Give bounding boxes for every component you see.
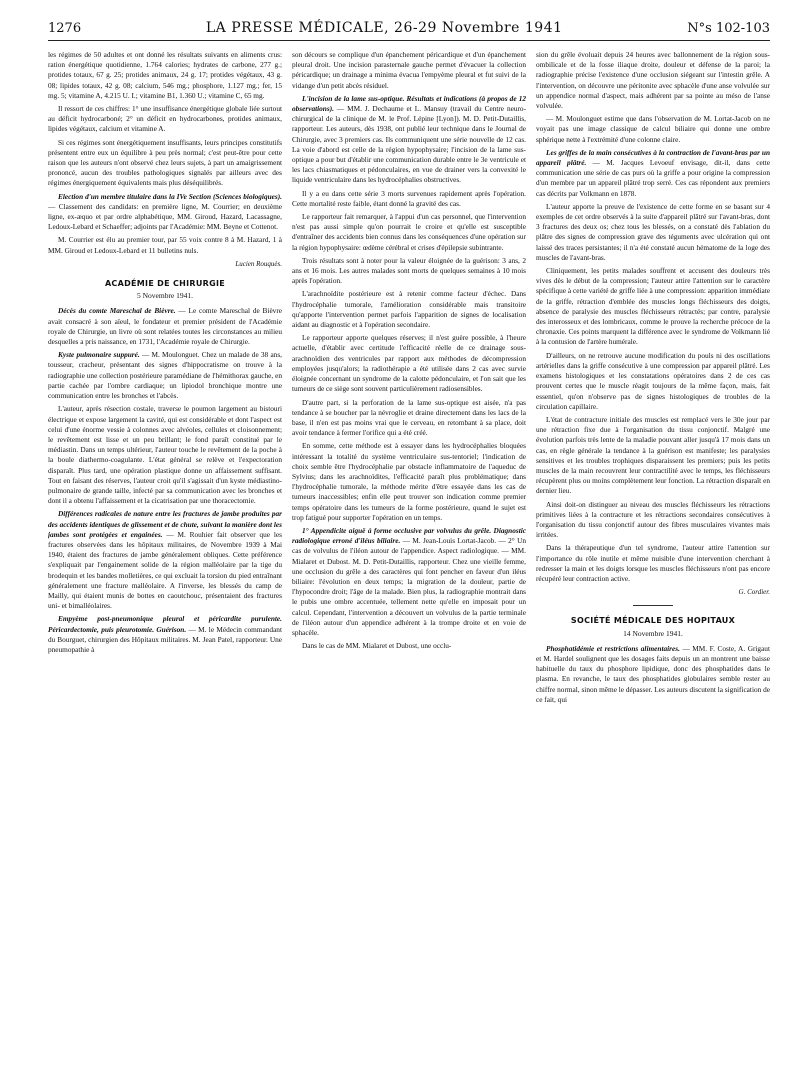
paragraph-text: — M. Jacques Levoeuf envisage, dit-il, dans cette communication une série de cas purs où la griffe a pour origine la compression d'un membre par un appareil plâtré trop serré. Ces cas répondent aux premiers cas décrits par Volkmann en 1878. <box>536 158 770 198</box>
session-date: 14 Novembre 1941. <box>623 628 683 638</box>
article-paragraph <box>292 256 526 287</box>
article-paragraph <box>536 50 770 111</box>
article-paragraph <box>48 614 282 655</box>
article-paragraph <box>292 50 526 91</box>
paragraph-text: Si ces régimes sont énergétiquement insuffisants, leurs principes constitutifs présentent entre eux un équilibre à peu près normal; c'est peut-être pour cette raison que les auteurs n'ont observé chez leurs sujets, à part un amaigrissement prononcé, aucun des troubles pathologiques signalés par ailleurs avec des régimes énergiquement équivalents mais plus déséquilibrés. <box>48 137 282 188</box>
issue-number: N°s 102-103 <box>687 21 770 36</box>
article-paragraph <box>536 500 770 541</box>
paragraph-text: — Classement des candidats: en première ligne, M. Courrier; en deuxième ligne, ex-æquo et par ordre alphabétique, MM. Giroud, Hazard, Lacassagne, Ledoux-Lebard et Schaeffer; adjoints par l'Académie: MM. Beyne et Cottenot. <box>48 201 282 232</box>
article-paragraph <box>48 192 282 233</box>
paragraph-text: Cliniquement, les petits malades souffrent et accusent des douleurs très vives dès le début de la compression; l'auteur attire l'attention sur le caractère spécifique à cette variété de griffe liée à une compression: apparition immédiate de la griffe, rétraction d'emblée des muscles longs fléchisseurs des doigts, absence de paralysie des muscles fléchisseurs rétractés; par contre, paralysie des interosseux et des lombricaux, comme le prouve la recherche précoce de la chronaxie. Ces points marquent la différence avec le syndrome de Volkmann lié à la contusion de l'artère humérale. <box>536 266 770 347</box>
article-paragraph <box>536 415 770 497</box>
article-paragraph <box>292 212 526 253</box>
paragraph-text: L'état de contracture initiale des muscles est remplacé vers le 30e jour par une rétraction fixe due à l'organisation du tissu conjonctif. Malgré une évolution parfois très lente de la maladie pouvant aller jusqu'à 17 mois dans un cas, en règle générale la tendance à la guérison est manifeste; les paralysies sensitives et les troubles trophiques disparaissent les premiers; puis les petits muscles de la main recouvrent leur contractilité avec le temps, les fléchisseurs récupèrent plus ou moins complètement leur fonction. La rétraction disparaît en dernier lieu. <box>536 414 770 496</box>
article-paragraph <box>48 104 282 135</box>
article-heading: Election d'un membre titulaire dans la IVe Section (Sciences biologiques). <box>58 191 282 201</box>
article-paragraph <box>536 543 770 584</box>
author-signature: Lucien Rouquès. <box>235 259 282 268</box>
paragraph-text: les régimes de 50 adultes et ont donné les résultats suivants en aliments crus: ration énergétique quotidienne, 1.764 calories; hydrates de carbone, 277 g.; protides totaux, 67 g. 25; protides animaux, 24 g. 17; protides végétaux, 43 g. 08; lipides totaux, 42 g. 08; calcium, 546 mg.; phosphore, 1.127 mg.; fer, 15 mg. 5; vitamine A, 4.215 U. I.; vitamine B1, 1.360 U.; vitamine C, 65 mg. <box>48 50 282 100</box>
paragraph-text: L'auteur, après résection costale, traverse le poumon largement au bistouri électrique et expose largement la cavité, qui est considérable et dont l'aspect est celui d'une énorme vessie à colonnes avec alvéoles, cellules et cloisonnement; le revêtement est lisse et un peu brillant; le fond paraît constitué par le médiastin. Dans un temps ultérieur, l'auteur touche le revêtement de la poche à la boule diathermo-coagulante. L'état général se relève et l'expectoration disparaît. Plus tard, une opération plastique donne un affaissement suffisant. Tout en faisant des réserves, l'auteur croit qu'il s'agissait d'un kyste médiastino-pulmonaire de grande taille, infecté par sa communication avec les bronches et dont il a obtenu l'affaissement et la cicatrisation par une thoracectomie. <box>48 404 282 506</box>
column-middle <box>292 50 526 1066</box>
article-paragraph <box>292 441 526 523</box>
article-paragraph <box>48 50 282 101</box>
paragraph-text: — MM. F. Coste, A. Grigaut et M. Hardel soulignent que les dosages faits depuis un an montrent une baisse habituelle du taux du phosphore lipidique, donc des phosphatides dans le plasma. En revanche, le taux des phosphatides globulaires semble rester au chiffre normal, sinon même le dépasser. Les auteurs discutent la signification de ce fait, qui <box>536 643 770 704</box>
article-paragraph <box>48 306 282 347</box>
paragraph-text: — Le comte Mareschal de Bièvre avait consacré à son aïeul, le fondateur et premier président de l'Académie royale de Chirurgie, un livre où sont relatées toutes les circonstances au milieu desquelles a pris naissance, en 1731, l'Académie royale de Chirurgie. <box>48 306 282 347</box>
article-heading: Empyème post-pneumonique pleural et péricardite purulente. Péricardectomie, puis pleurotomie. Guérison. <box>48 614 282 634</box>
article-paragraph <box>536 351 770 412</box>
article-paragraph <box>536 148 770 199</box>
section-heading: ACADÉMIE DE CHIRURGIE <box>104 279 226 289</box>
article-paragraph <box>292 94 526 186</box>
page-header <box>48 14 770 41</box>
paragraph-text: M. Courrier est élu au premier tour, par 55 voix contre 8 à M. Hazard, 1 à MM. Giroud et Ledoux-Lebard et 11 bulletins nuls. <box>48 235 282 255</box>
article-paragraph <box>48 350 282 401</box>
article-heading: Décès du comte Mareschal de Bièvre. <box>58 306 176 316</box>
article-heading: Phosphatidémie et restrictions alimentaires. <box>546 643 680 653</box>
paragraph-text: son décours se complique d'un épanchement péricardique et d'un épanchement pleural droit. Une incision parasternale gauche permet d'évacuer la collection péricardique; un drainage a minima évacua l'empyème pleural et fut suivi de la vidange d'un petit abcès résiduel. <box>292 50 526 90</box>
column-left <box>48 50 282 1066</box>
section-heading: SOCIÉTÉ MÉDICALE DES HOPITAUX <box>570 616 736 626</box>
article-heading: Les griffes de la main consécutives à la contraction de l'avant-bras par un appareil plâtré. <box>536 147 770 168</box>
paragraph-text: Il ressort de ces chiffres: 1° une insuffisance énergétique globale liée surtout au déficit hydrocarboné; 2° un déficit en hydrocarbones, protides animaux, lipides végétaux, calcium et vitamine A. <box>48 104 282 134</box>
paragraph-text: — M. le Médecin commandant du Bourguet, chirurgien des Hôpitaux militaires. M. Jean Patel, rapporteur. Une pneumopathie à <box>48 624 282 654</box>
paragraph-text: Trois résultats sont à noter pour la valeur éloignée de la guérison: 3 ans, 2 ans et 16 mois. Les autres malades sont morts de quelques semaines à 10 mois après l'opération. <box>292 255 526 286</box>
article-heading: 1° Appendicite aiguë à forme occlusive par volvulus du grêle. Diagnostic radiologique erroné d'iléus biliaire. <box>292 525 526 546</box>
paragraph-text: — M. Jean-Louis Lortat-Jacob. — 2° Un cas de volvulus de l'iléon autour de l'appendice. Aspect radiologique. — MM. Mialaret et Dubost. M. D. Petit-Dutaillis, rapporteur. Chez une vieille femme, une occlusion du grêle a des caractères qui font pencher en faveur d'un iléus biliaire: l'évolution en deux temps; la migration de la douleur, partie de l'hypocondre droit; l'âge de la malade. Bien plus, la radiographie montrait dans le pubis une ombre accentuée, tellement nette qu'elle en imposait pour un calcul. Cependant, l'intervention a découvert un volvulus de la partie terminale de l'iléon autour d'un appendice adhérent à la trompe droite et en voie de sphacèle. <box>292 536 526 637</box>
paragraph-text: Ainsi doit-on distinguer au niveau des muscles fléchisseurs les rétractions primitives liées à la contracture et les rétractions secondaires consécutives à l'organisation du tissu conjonctif autour des fibres musculaires vivantes mais irritées. <box>536 499 770 540</box>
article-paragraph <box>292 189 526 209</box>
paragraph-text: — M. Moulonguet. Chez un malade de 38 ans, tousseur, cracheur, présentant des signes d'hippocratisme on trouve à la radiographie une collection postérieure paramédiane de l'hémithorax gauche, en partie cachée par l'ombre cardiaque; un lipiodol bronchique montre une communication entre les bronches et l'abcès. <box>48 350 282 401</box>
article-paragraph <box>48 509 282 611</box>
article-paragraph <box>48 235 282 255</box>
paragraph-text: D'ailleurs, on ne retrouve aucune modification du pouls ni des oscillations artérielles dans la griffe consécutive à une compression par appareil plâtré. Les examens histologiques et les constatations opératoires dans 2 de ces cas prouvent certes que le muscle réagit toujours de la même façon, mais, fait essentiel, qu'on n'observe pas de signes histologiques de troubles de la circulation capillaire. <box>536 350 770 411</box>
paragraph-text: — M. Moulonguet estime que dans l'observation de M. Lortat-Jacob on ne voyait pas une image classique de calcul biliaire qui donne une ombre sphérique nette à l'extrémité d'une colonne claire. <box>536 114 770 144</box>
article-paragraph <box>292 526 526 638</box>
paragraph-text: Il y a eu dans cette série 3 morts survenues rapidement après l'opération. Cette mortalité reste faible, étant donné la gravité des cas. <box>292 188 526 208</box>
article-paragraph <box>292 289 526 330</box>
paragraph-text: — MM. J. Dechaume et L. Mansuy (travail du Centre neuro-chirurgical de la clinique de M. le Prof. Lépine [Lyon]). M. D. Petit-Dutaillis, rapporteur. Les auteurs, dès 1938, ont publié leur technique dans le Journal de Chirurgie, avec 3 premiers cas. Ils communiquent une série nouvelle de 12 cas. La voie d'abord est celle de la région hypophysaire; l'incision de la lame sus-optique a pour but d'établir une communication durable entre le 3e ventricule et les lacs chiasmatiques et pédonculaires, en vue de drainer vers la convexité le liquide ventriculaire dans les hydrocéphalies obstructives. <box>292 104 526 185</box>
article-paragraph <box>48 138 282 189</box>
article-paragraph <box>292 398 526 439</box>
author-signature: G. Cordier. <box>738 588 770 597</box>
article-paragraph <box>536 202 770 263</box>
article-heading: Kyste pulmonaire suppuré. <box>58 350 140 360</box>
article-paragraph <box>292 333 526 394</box>
paragraph-text: L'auteur apporte la preuve de l'existence de cette forme en se basant sur 4 exemples de cet ordre observés à la suite d'appareil plâtré sur l'avant-bras, dont 3 fractures des deux os; chez tous les blessés, on a constaté dès l'ablation du plâtre des signes de compression grave des téguments avec ulcération qui ont laissé des traces persistantes; il n'a été constaté aucun hématome de la loge des muscles de l'avant-bras. <box>536 201 770 262</box>
paragraph-text: En somme, cette méthode est à essayer dans les hydrocéphalies bloquées intéressant la totalité du système ventriculaire sus-tentoriel; l'indication de choix semble être l'hydrocéphalie par obstacle inflammatoire de l'aqueduc de Sylvius; dans les arachnoïdites, l'efficacité paraît plus problématique; dans l'hydrocéphalie tumorale, la méthode mérite d'être essayée dans les cas de tumeurs inaccessibles; enfin elle peut trouver son indication comme premier temps opératoire dans les tumeurs de la forme postérieure, quand le sujet est trop fatigué pour supporter l'opération en un temps. <box>292 441 526 522</box>
paragraph-text: Le rapporteur fait remarquer, à l'appui d'un cas personnel, que l'intervention n'est pas aussi simple qu'on pourrait le croire et qu'elle est susceptible d'entraîner des accidents bien connus dans les conséquences d'une opération sur la région hypophysaire: œdème cérébral et crises d'épilepsie subintrante. <box>292 212 526 252</box>
article-heading: L'incision de la lame sus-optique. Résultats et indications (à propos de 12 observations). <box>292 93 526 114</box>
article-paragraph <box>536 266 770 348</box>
column-right <box>536 50 770 1066</box>
paragraph-text: sion du grêle évoluait depuis 24 heures avec ballonnement de la région sous-ombilicale et de la fosse iliaque droite, douleur et défense de la paroi; la radiographie précise l'existence d'une occlusion siégeant sur l'intestin grêle. A l'intervention, on découvre une péritonite avec sphacèle d'une anse volvulée sur un appendice normal d'aspect, mais adhérent par sa pointe au méso de l'anse volvulée. <box>536 50 770 111</box>
article-paragraph <box>536 114 770 145</box>
article-paragraph <box>536 644 770 705</box>
page-number: 1276 <box>48 21 82 36</box>
article-heading: Différences radicales de nature entre les fractures de jambe produites par des accidents identiques de glissement et de chute, suivant la manière dont les jambes sont protégées et engainées. <box>48 509 282 539</box>
text-columns <box>48 50 770 1066</box>
paragraph-text: — M. Rouhier fait observer que les fractures observées dans les hôpitaux militaires, de Novembre 1939 à Mai 1940, étaient des fractures de jambe généralement obliques. Cette préférence s'expliquait par l'engainement solide de la région malléolaire par la tige du brodequin et les bandes molletières, ce qui excluait la torsion du pied entraînant généralement une fracture malléolaire. A l'inverse, les blessés du camp de Mailly, qui étaient munis de bottes en caoutchouc, présentaient des fractures uni- et bimalléolaires. <box>48 529 282 611</box>
paragraph-text: L'arachnoïdite postérieure est à retenir comme facteur d'échec. Dans l'hydrocéphalie tumorale, l'amélioration considérable mais transitoire qu'apporte l'intervention permet parfois l'apparition de signes de localisation aidant au diagnostic et à l'opération secondaire. <box>292 289 526 330</box>
session-date: 5 Novembre 1941. <box>136 291 194 301</box>
journal-title: LA PRESSE MÉDICALE, 26-29 Novembre 1941 <box>205 20 563 36</box>
paragraph-text: Le rapporteur apporte quelques réserves; il n'est guère possible, à l'heure actuelle, d'établir avec certitude l'efficacité réelle de ce drainage sous-arachnoïdien des ventricules par rapport aux méthodes de décompression employées jusqu'alors; la radiothérapie a été utilisée dans 2 cas avec survie éloignée concernant un syndrome de la calotte pédonculaire, et l'on sait que les tumeurs de ce siège sont souvent particulièrement radiosensibles. <box>292 333 526 394</box>
section-divider <box>633 605 673 606</box>
paragraph-text: Dans le cas de MM. Mialaret et Dubost, une occlu- <box>302 641 452 651</box>
article-paragraph <box>292 641 526 651</box>
article-paragraph <box>48 404 282 506</box>
paragraph-text: Dans la thérapeutique d'un tel syndrome, l'auteur attire l'attention sur l'importance du rôle inutile et même nuisible d'une intervention cherchant à redresser la main et les doigts lorsque les muscles fléchisseurs n'ont pas encore récupéré leur contraction active. <box>536 543 770 583</box>
paragraph-text: D'autre part, si la perforation de la lame sus-optique est aisée, n'a pas tendance à se boucher par la névroglie et draine directement dans les lacs de la base, il n'en est pas moins vrai que le cerveau, en retombant à sa place, doit avoir tendance à fermer l'orifice qui a été créé. <box>292 397 526 438</box>
